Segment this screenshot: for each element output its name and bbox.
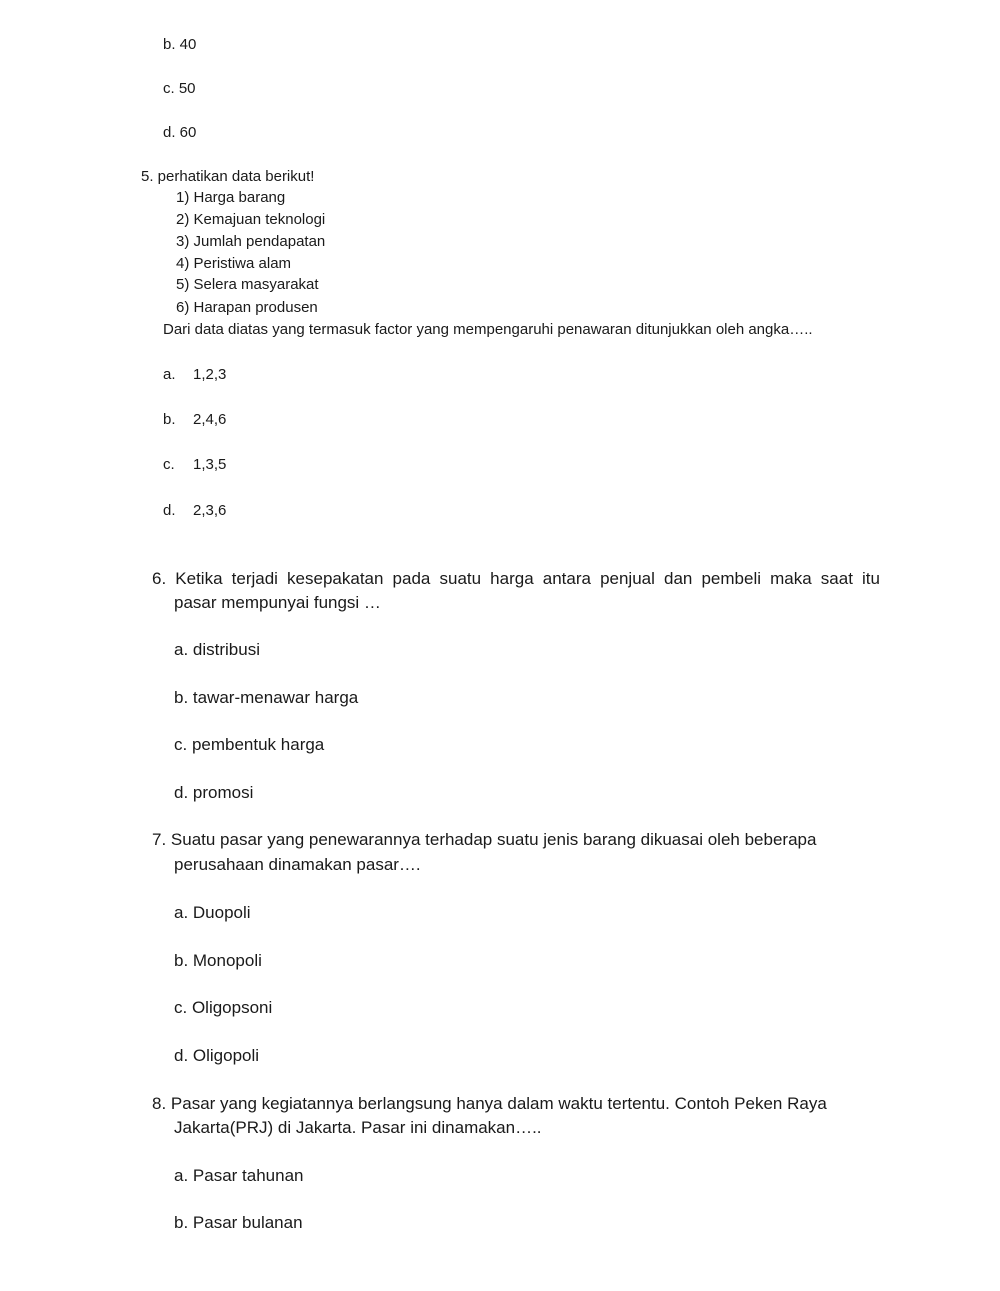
q8-question-line-2: Jakarta(PRJ) di Jakarta. Pasar ini dinamakan….. [174, 1118, 542, 1137]
q5-option-a [163, 366, 226, 383]
q7-option-b: b. Monopoli [174, 951, 262, 970]
q6-option-d: d. promosi [174, 783, 254, 802]
q5-prompt: 5. perhatikan data berikut! [141, 168, 315, 185]
option-letter: d. [163, 502, 176, 519]
q6-question [152, 566, 880, 591]
q7-option-c: c. Oligopsoni [174, 998, 273, 1017]
option-letter: a. [163, 366, 176, 383]
option-letter: c. [163, 456, 175, 473]
q5-item-3: 3) Jumlah pendapatan [176, 233, 326, 250]
option-text: 2,4,6 [193, 411, 227, 428]
q5-item-4: 4) Peristiwa alam [176, 255, 292, 272]
option-text: 2,3,6 [193, 502, 227, 519]
q7-option-d: d. Oligopoli [174, 1046, 260, 1065]
option-text: 1,2,3 [193, 366, 227, 383]
q5-item-1: 1) Harga barang [176, 189, 286, 206]
q5-option-d [163, 502, 226, 519]
q5-item-6: 6) Harapan produsen [176, 299, 318, 316]
q8-question-line-1: 8. Pasar yang kegiatannya berlangsung hanya dalam waktu tertentu. Contoh Peken Raya [152, 1094, 827, 1113]
option-text: 1,3,5 [193, 456, 227, 473]
q8-option-a: a. Pasar tahunan [174, 1166, 304, 1185]
q7-question-line-1: 7. Suatu pasar yang penewarannya terhadap suatu jenis barang dikuasai oleh beberapa [152, 830, 817, 849]
q4-option-b: b. 40 [163, 36, 197, 53]
q5-item-5: 5) Selera masyarakat [176, 276, 319, 293]
q4-option-d: d. 60 [163, 124, 197, 141]
q6-question-line-2: pasar mempunyai fungsi … [174, 593, 381, 612]
q5-option-c [163, 456, 226, 473]
q5-item-2: 2) Kemajuan teknologi [176, 211, 326, 228]
q7-option-a: a. Duopoli [174, 903, 251, 922]
q5-question: Dari data diatas yang termasuk factor yang mempengaruhi penawaran ditunjukkan oleh angka….. [163, 321, 813, 338]
q7-question-line-2: perusahaan dinamakan pasar…. [174, 855, 421, 874]
q4-option-c: c. 50 [163, 80, 196, 97]
q5-option-b [163, 411, 226, 428]
q6-option-b: b. tawar-menawar harga [174, 688, 359, 707]
q6-option-a: a. distribusi [174, 640, 260, 659]
q6-question-line-1: 6. Ketika terjadi kesepakatan pada suatu harga antara penjual dan pembeli maka saat itu [152, 569, 880, 588]
q8-option-b: b. Pasar bulanan [174, 1213, 303, 1232]
q6-option-c: c. pembentuk harga [174, 735, 325, 754]
option-letter: b. [163, 411, 176, 428]
